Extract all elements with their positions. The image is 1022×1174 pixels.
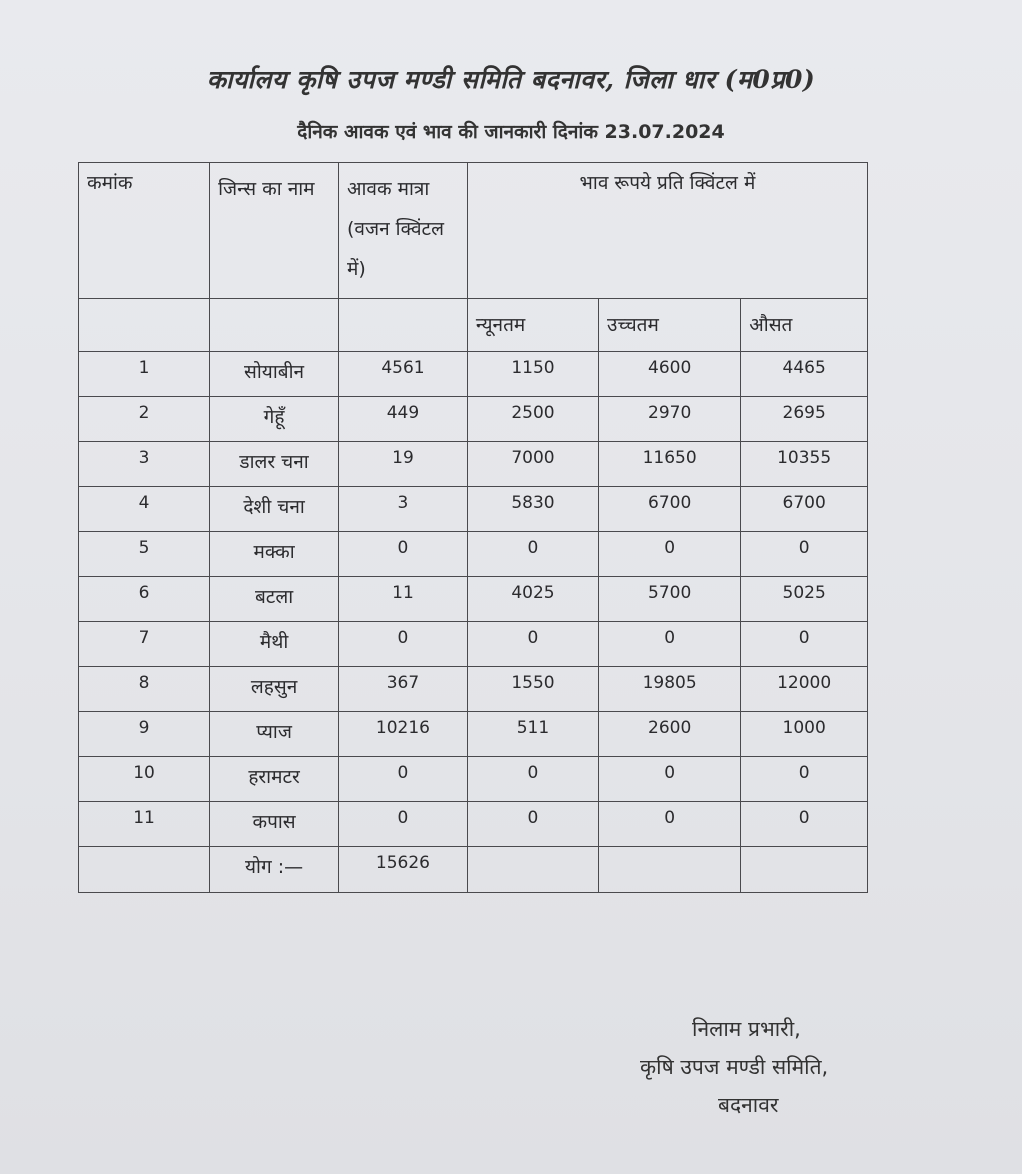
- document-subtitle: दैनिक आवक एवं भाव की जानकारी दिनांक 23.07.2024: [297, 121, 725, 143]
- cell-name: गेहूँ: [210, 397, 339, 442]
- cell-min: 1550: [467, 667, 598, 712]
- cell-avg: 0: [741, 532, 868, 577]
- cell-name: मक्का: [210, 532, 339, 577]
- cell-name: मैथी: [210, 622, 339, 667]
- cell-qty: 0: [339, 757, 468, 802]
- cell-max: 5700: [599, 577, 741, 622]
- total-empty-3: [599, 847, 741, 893]
- cell-sn: 3: [79, 442, 210, 487]
- cell-name: लहसुन: [210, 667, 339, 712]
- cell-sn: 9: [79, 712, 210, 757]
- header-min: न्यूनतम: [467, 299, 598, 352]
- cell-qty: 0: [339, 622, 468, 667]
- header-serial: कमांक: [79, 163, 210, 299]
- total-empty-1: [79, 847, 210, 893]
- cell-min: 2500: [467, 397, 598, 442]
- cell-min: 5830: [467, 487, 598, 532]
- table-row: [79, 757, 868, 802]
- cell-min: 0: [467, 532, 598, 577]
- cell-max: 0: [599, 757, 741, 802]
- cell-name: डालर चना: [210, 442, 339, 487]
- cell-qty: 3: [339, 487, 468, 532]
- cell-avg: 2695: [741, 397, 868, 442]
- header-max: उच्चतम: [599, 299, 741, 352]
- signature-line-2: कृषि उपज मण्डी समिति,: [640, 1055, 829, 1079]
- table-row: [79, 532, 868, 577]
- signature-block: [640, 1010, 920, 1124]
- table-row: [79, 712, 868, 757]
- cell-qty: 0: [339, 532, 468, 577]
- subheader-empty-3: [339, 299, 468, 352]
- table-row: [79, 622, 868, 667]
- table-body: [79, 352, 868, 847]
- cell-avg: 10355: [741, 442, 868, 487]
- cell-max: 2970: [599, 397, 741, 442]
- cell-max: 11650: [599, 442, 741, 487]
- cell-min: 0: [467, 802, 598, 847]
- document-title: कार्यालय कृषि उपज मण्डी समिति बदनावर, जिला धार (म0प्र0): [206, 65, 816, 94]
- signature-line-3: बदनावर: [718, 1093, 779, 1117]
- table-row: [79, 442, 868, 487]
- cell-name: हरामटर: [210, 757, 339, 802]
- table-row: [79, 487, 868, 532]
- table-header-row: [79, 163, 868, 299]
- cell-name: बटला: [210, 577, 339, 622]
- header-quantity: आवक मात्रा (वजन क्विंटल में): [339, 163, 468, 299]
- cell-avg: 0: [741, 802, 868, 847]
- cell-qty: 0: [339, 802, 468, 847]
- cell-avg: 0: [741, 622, 868, 667]
- total-row: [79, 847, 868, 893]
- cell-min: 511: [467, 712, 598, 757]
- table-subheader-row: [79, 299, 868, 352]
- cell-qty: 4561: [339, 352, 468, 397]
- cell-max: 0: [599, 532, 741, 577]
- cell-min: 0: [467, 622, 598, 667]
- table-row: [79, 352, 868, 397]
- cell-sn: 7: [79, 622, 210, 667]
- cell-sn: 10: [79, 757, 210, 802]
- cell-avg: 1000: [741, 712, 868, 757]
- cell-min: 4025: [467, 577, 598, 622]
- total-empty-4: [741, 847, 868, 893]
- cell-qty: 367: [339, 667, 468, 712]
- cell-min: 0: [467, 757, 598, 802]
- subheader-empty-1: [79, 299, 210, 352]
- cell-max: 19805: [599, 667, 741, 712]
- cell-sn: 11: [79, 802, 210, 847]
- cell-avg: 4465: [741, 352, 868, 397]
- cell-avg: 5025: [741, 577, 868, 622]
- cell-max: 0: [599, 802, 741, 847]
- signature-line-1: निलाम प्रभारी,: [692, 1017, 801, 1041]
- cell-name: प्याज: [210, 712, 339, 757]
- table-row: [79, 397, 868, 442]
- header-avg: औसत: [741, 299, 868, 352]
- cell-qty: 11: [339, 577, 468, 622]
- cell-qty: 449: [339, 397, 468, 442]
- total-quantity: 15626: [339, 847, 468, 893]
- cell-max: 2600: [599, 712, 741, 757]
- cell-avg: 0: [741, 757, 868, 802]
- cell-qty: 19: [339, 442, 468, 487]
- total-empty-2: [467, 847, 598, 893]
- table-row: [79, 802, 868, 847]
- cell-name: सोयाबीन: [210, 352, 339, 397]
- cell-sn: 8: [79, 667, 210, 712]
- cell-avg: 12000: [741, 667, 868, 712]
- arrival-rates-table: [78, 162, 868, 893]
- cell-min: 7000: [467, 442, 598, 487]
- cell-min: 1150: [467, 352, 598, 397]
- cell-sn: 1: [79, 352, 210, 397]
- header-name: जिन्स का नाम: [210, 163, 339, 299]
- cell-sn: 2: [79, 397, 210, 442]
- table-row: [79, 667, 868, 712]
- total-label: योग :—: [210, 847, 339, 893]
- subheader-empty-2: [210, 299, 339, 352]
- cell-max: 4600: [599, 352, 741, 397]
- cell-max: 6700: [599, 487, 741, 532]
- cell-name: कपास: [210, 802, 339, 847]
- header-price-group: भाव रूपये प्रति क्विंटल में: [467, 163, 867, 299]
- cell-sn: 5: [79, 532, 210, 577]
- cell-qty: 10216: [339, 712, 468, 757]
- cell-name: देशी चना: [210, 487, 339, 532]
- cell-sn: 4: [79, 487, 210, 532]
- cell-avg: 6700: [741, 487, 868, 532]
- table-row: [79, 577, 868, 622]
- cell-sn: 6: [79, 577, 210, 622]
- cell-max: 0: [599, 622, 741, 667]
